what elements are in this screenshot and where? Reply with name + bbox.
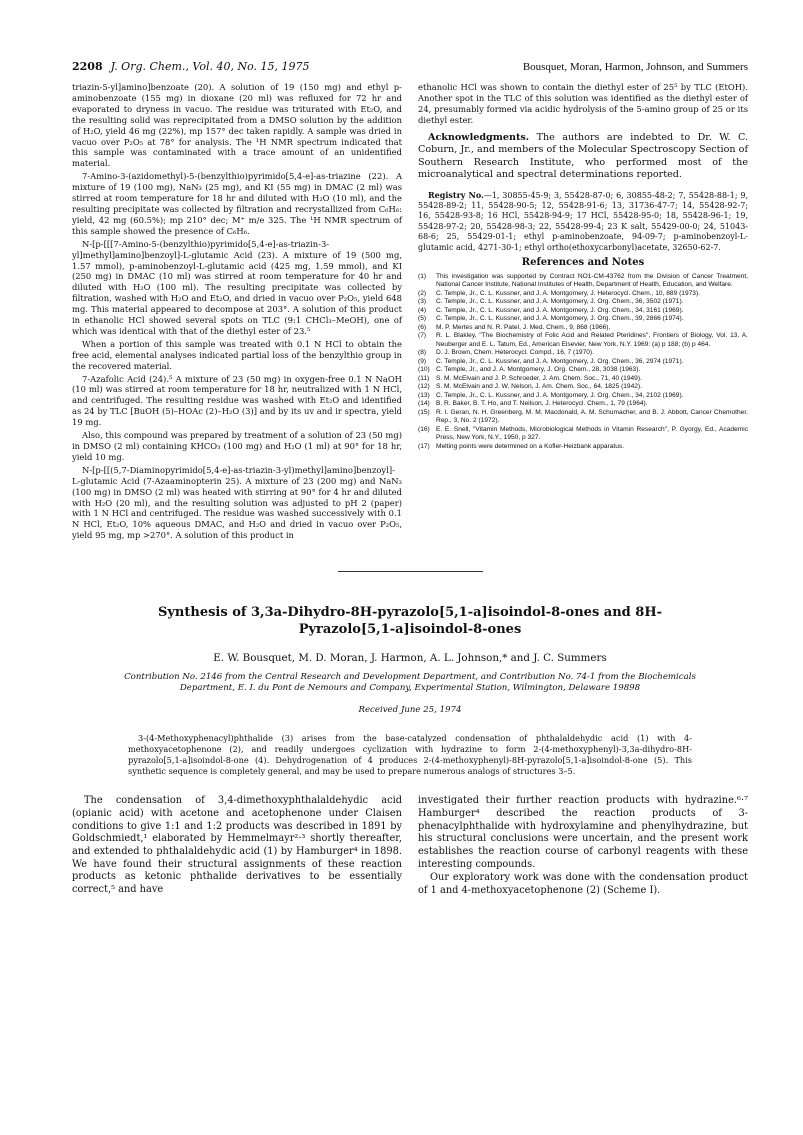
reference-item bbox=[418, 273, 748, 290]
reference-item bbox=[418, 392, 748, 401]
right-column bbox=[418, 82, 748, 543]
received-date: Received June 25, 1974 bbox=[358, 705, 462, 716]
reference-item bbox=[418, 409, 748, 426]
reference-text: C. Temple, Jr., C. L. Kussner, and J. A. Montgomery, J. Org. Chem., 34, 3161 (1969). bbox=[436, 306, 684, 314]
registry-label: Registry No. bbox=[428, 189, 484, 200]
paragraph: Our exploratory work was done with the condensation product of 1 and 4-methoxyacetophenone (2) (Scheme I). bbox=[418, 872, 748, 897]
reference-item bbox=[418, 307, 748, 316]
reference-number: (12) bbox=[418, 383, 430, 391]
reference-item bbox=[418, 324, 748, 333]
reference-item bbox=[418, 332, 748, 349]
reference-number: (9) bbox=[418, 357, 427, 365]
reference-item bbox=[418, 426, 748, 443]
reference-number: (11) bbox=[418, 374, 430, 382]
reference-item bbox=[418, 443, 748, 452]
reference-text: C. Temple, Jr., C. L. Kussner, and J. A. Montgomery, J. Heterocycl. Chem., 10, 889 (1973). bbox=[436, 289, 700, 297]
article-body bbox=[72, 795, 748, 899]
reference-number: (15) bbox=[418, 408, 430, 416]
paragraph: 7-Amino-3-(azidomethyl)-5-(benzylthio)pyrimido[5,4-e]-as-triazine (22). A mixture of 19 (100 mg), NaN₃ (25 mg), and KI (55 mg) in DMAC (2 ml) was stirred at room temperature for 18 hr and diluted with H₂O (10 ml), and the resulting precipitate was collected by filtration and recrystallized from C₆H₆: yield, 42 mg (60.5%); mp 210° dec; M⁺ m/e 325. The ¹H NMR spectrum of this sample showed the presence of C₆H₆. bbox=[72, 171, 402, 236]
reference-item bbox=[418, 383, 748, 392]
reference-number: (8) bbox=[418, 349, 427, 357]
reference-item bbox=[418, 358, 748, 367]
reference-item bbox=[418, 366, 748, 375]
reference-text: C. Temple, Jr., C. L. Kussner, and J. A. Montgomery, J. Org. Chem., 36, 3502 (1971). bbox=[436, 298, 684, 306]
body-right-column bbox=[418, 795, 748, 899]
paragraph: Also, this compound was prepared by treatment of a solution of 23 (50 mg) in DMSO (2 ml) containing KHCO₃ (100 mg) and H₂O (1 ml) at 90° for 18 hr, yield 10 mg. bbox=[72, 430, 402, 462]
references-list bbox=[418, 273, 748, 452]
reference-text: M. P. Mertes and N. R. Patel, J. Med. Chem., 9, 868 (1966). bbox=[436, 323, 611, 331]
reference-number: (6) bbox=[418, 323, 427, 331]
paragraph: The condensation of 3,4-dimethoxyphthalaldehydic acid (opianic acid) with acetone and acetophenone under Claisen conditions to give 1:1 and 1:2 products was described in 1891 by Goldschmiedt,¹ elaborated by Hemmelmayr²·³ shortly thereafter, and extended to phthalaldehydic acid (1) by Hamburger⁴ in 1898. We have found their structural assignments of these reaction products as ketonic phthalide derivatives to be essentially correct,⁵ and have bbox=[72, 795, 402, 896]
reference-text: Melting points were determined on a Kofler-Heizbank apparatus. bbox=[436, 442, 625, 450]
paragraph: N-[p-[[[7-Amino-5-(benzylthio)pyrimido[5,4-e]-as-triazin-3-yl]methyl]amino]benzoyl]-L-glutamic Acid (23). A mixture of 19 (500 mg, 1.57 mmol), p-aminobenzoyl-L-glutamic acid (425 mg, 1.59 mmol), and KI (250 mg) in DMAC (10 ml) was stirred at room temperature for 40 hr and diluted with H₂O (100 ml). The resulting precipitate was collected by filtration, washed with H₂O and Et₂O, and dried in vacuo over P₂O₅, yield 648 mg. This material appeared to decompose at 203°. A solution of this product in ethanolic HCl showed several spots on TLC (9:1 CHCl₃–MeOH), one of which was identical with that of the diethyl ester of 23.⁵ bbox=[72, 238, 402, 336]
reference-item bbox=[418, 290, 748, 299]
paragraph: N-[p-[[(5,7-Diaminopyrimido[5,4-e]-as-triazin-3-yl)methyl]amino]benzoyl]-L-glutamic Acid (7-Azaaminopterin 25). A mixture of 23 (200 mg) and NaN₃ (100 mg) in DMSO (2 ml) was heated with stirring at 90° for 4 hr and diluted with H₂O (20 ml), and the resulting solution was adjusted to pH 2 (paper) with 1 N HCl and centrifuged. The residue was washed successively with 0.1 N HCl, Et₂O, 10% aqueous DMAC, and H₂O and dried in vacuo over P₂O₅, yield 95 mg, mp >270°. A solution of this product in bbox=[72, 464, 402, 541]
journal-page bbox=[72, 60, 748, 899]
paragraph: When a portion of this sample was treated with 0.1 N HCl to obtain the free acid, elemental analyses indicated partial loss of the benzylthio group in the recovered material. bbox=[72, 338, 402, 371]
reference-text: This investigation was supported by Contract NO1-CM-43762 from the Division of Cancer Treatment, National Cancer Institute, National Institutes of Health, Department of Health, Education, and Welfare. bbox=[436, 272, 748, 289]
page-number: 2208 bbox=[72, 60, 103, 73]
reference-text: R. L. Blakley, "The Biochemistry of Folic Acid and Related Pteridines", Frontiers of Biology, Vol. 13, A. Neuberger and E. L. Tatum, Ed., American Elsevier, New York, N.Y. 1969: (a) p 188; (b) p 464. bbox=[436, 332, 748, 348]
reference-number: (13) bbox=[418, 391, 430, 399]
paragraph: ethanolic HCl was shown to contain the diethyl ester of 25⁵ by TLC (EtOH). Another spot in the TLC of this solution was identified as the diethyl ester of 24, presumably formed via acidic hydrolysis of the 5-amino group of 25 or its diethyl ester. bbox=[418, 82, 748, 125]
running-head-authors: Bousquet, Moran, Harmon, Johnson, and Summers bbox=[522, 61, 748, 73]
reference-text: S. M. McElvain and J. W. Nelson, J. Am. Chem. Soc., 64, 1825 (1942). bbox=[436, 383, 642, 391]
reference-number: (2) bbox=[418, 289, 427, 297]
registry-text: —1, 30855-45-9; 3, 55428-87-0; 6, 30855-48-2; 7, 55428-88-1; 9, 55428-89-2; 11, 55428-90-5; 12, 55428-91-6; 13, 31736-47-7; 14, 55428-92-7; 16, 55428-93-8; 16 HCl, 55428-94-9; 17 HCl, 55428-95-0; 18, 55428-96-1; 19, 55428-97-2; 20, 55428-98-3; 22, 55428-99-4; 23 K salt, 55429-00-0; 24, 51043-68-6; 25, 55429-01-1; ethyl p-aminobenzoate, 94-09-7; p-aminobenzoyl-L-glutamic acid, 4271-30-1; ethyl ortho(ethoxycarbonyl)acetate, 32650-62-7. bbox=[418, 190, 748, 252]
reference-item bbox=[418, 298, 748, 307]
reference-text: E. E. Snell, "Vitamin Methods, Microbiological Methods in Vitamin Research", P. Gyorgy, Ed., Academic Press, New York, N.Y., 1950, p 327. bbox=[436, 425, 748, 442]
reference-number: (10) bbox=[418, 366, 430, 374]
reference-number: (1) bbox=[418, 272, 427, 280]
reference-text: C. Temple, Jr., and J. A. Montgomery, J. Org. Chem., 28, 3038 (1963). bbox=[436, 366, 641, 374]
reference-text: B. R. Baker, B. T. Ho, and T. Neilson, J. Heterocycl. Chem., 1, 79 (1964). bbox=[436, 400, 648, 408]
reference-item bbox=[418, 315, 748, 324]
reference-number: (5) bbox=[418, 315, 427, 323]
journal-citation: J. Org. Chem., Vol. 40, No. 15, 1975 bbox=[110, 60, 310, 73]
article-authors: E. W. Bousquet, M. D. Moran, J. Harmon, A. L. Johnson,* and J. C. Summers bbox=[213, 652, 607, 665]
ack-text: The authors are indebted to Dr. W. C. Coburn, Jr., and members of the Molecular Spectroscopy Section of Southern Research Institute, who performed most of the microanalytical and spectral determinations reported. bbox=[418, 131, 748, 181]
paragraph: 7-Azafolic Acid (24).⁵ A mixture of 23 (50 mg) in oxygen-free 0.1 N NaOH (10 ml) was stirred at room temperature for 18 hr, neutralized with 1 N HCl, and centrifuged. The resulting residue was washed with Et₂O and identified as 24 by TLC [BuOH (5)–HOAc (2)–H₂O (3)] and by its uv and ir spectra, yield 19 mg. bbox=[72, 373, 402, 428]
reference-text: S. M. McElvain and J. P. Schroeder, J. Am. Chem. Soc., 71, 40 (1949). bbox=[436, 374, 642, 382]
reference-item bbox=[418, 349, 748, 358]
reference-text: C. Temple, Jr., C. L. Kussner, and J. A. Montgomery, J. Org. Chem., 39, 2866 (1974). bbox=[436, 315, 684, 323]
previous-article-columns bbox=[72, 82, 748, 543]
body-left-column bbox=[72, 795, 402, 899]
reference-number: (14) bbox=[418, 400, 430, 408]
registry-numbers bbox=[418, 190, 748, 253]
running-head bbox=[72, 60, 748, 82]
reference-number: (3) bbox=[418, 298, 427, 306]
abstract: 3-(4-Methoxyphenacyl)phthalide (3) arises from the base-catalyzed condensation of phthalaldehydic acid (1) with 4-methoxyacetophenone (2), and readily undergoes cyclization with hydrazine to form 2-(4-methoxyphenyl)-3,3a-dihydro-8H-pyrazolo[5,1-a]isoindol-8-one (4). Dehydrogenation of 4 produces 2-(4-methoxyphenyl)-8H-pyrazolo[5,1-a]isoindol-8-one (5). This synthetic sequence is completely general, and may be used to prepare numerous analogs of structures 3–5. bbox=[128, 733, 692, 777]
reference-text: R. I. Geran, N. H. Greenberg, M. M. Macdonald, A. M. Schumacher, and B. J. Abbott, Cancer Chemother. Rep., 3, No. 2 (1972). bbox=[436, 408, 748, 425]
ack-label: Acknowledgments. bbox=[428, 131, 530, 143]
paragraph: investigated their further reaction products with hydrazine.⁶·⁷ Hamburger⁴ described the reaction products of 3-phenacylphthalide with hydroxylamine and phenylhydrazine, but his structural conclusions were uncertain, and the present work establishes the reaction course of carbonyl reagents with these interesting compounds. bbox=[418, 795, 748, 870]
left-column bbox=[72, 82, 402, 543]
reference-text: C. Temple, Jr., C. L. Kussner, and J. A. Montgomery, J. Org. Chem., 36, 2974 (1971). bbox=[436, 357, 684, 365]
section-divider bbox=[338, 571, 483, 572]
paragraph: triazin-5-yl]amino]benzoate (20). A solution of 19 (150 mg) and ethyl p-aminobenzoate (155 mg) in dioxane (20 ml) was refluxed for 72 hr and evaporated to dryness in vacuo. The residue was triturated with Et₂O, and the resulting solid was reprecipitated from a DMSO solution by the addition of H₂O, yield 46 mg (22%), mp 157° dec taken rapidly. A sample was dried in vacuo over P₂O₅ at 78° for analysis. The ¹H NMR spectrum indicated that this sample was contaminated with a trace amount of an unidentified material. bbox=[72, 82, 402, 169]
reference-number: (7) bbox=[418, 332, 427, 340]
reference-number: (17) bbox=[418, 442, 430, 450]
reference-item bbox=[418, 375, 748, 384]
article-title: Synthesis of 3,3a-Dihydro-8H-pyrazolo[5,1-a]isoindol-8-ones and 8H-Pyrazolo[5,1-a]isoindol-8-ones bbox=[157, 605, 663, 638]
references-heading: References and Notes bbox=[521, 257, 645, 269]
reference-text: D. J. Brown, Chem. Heterocycl. Compd., 16, 7 (1970). bbox=[436, 349, 594, 357]
acknowledgments bbox=[418, 132, 748, 182]
reference-number: (4) bbox=[418, 306, 427, 314]
reference-item bbox=[418, 400, 748, 409]
contribution-note: Contribution No. 2146 from the Central Research and Development Department, and Contribution No. 74-1 from the Biochemicals Department, E. I. du Pont de Nemours and Company, Experimental Station, Wilmington, Delaware 19898 bbox=[124, 672, 696, 694]
reference-text: C. Temple, Jr., C. L. Kussner, and J. A. Montgomery, J. Org. Chem., 34, 2102 (1969). bbox=[436, 391, 684, 399]
running-head-left bbox=[72, 60, 310, 73]
reference-number: (16) bbox=[418, 425, 430, 433]
